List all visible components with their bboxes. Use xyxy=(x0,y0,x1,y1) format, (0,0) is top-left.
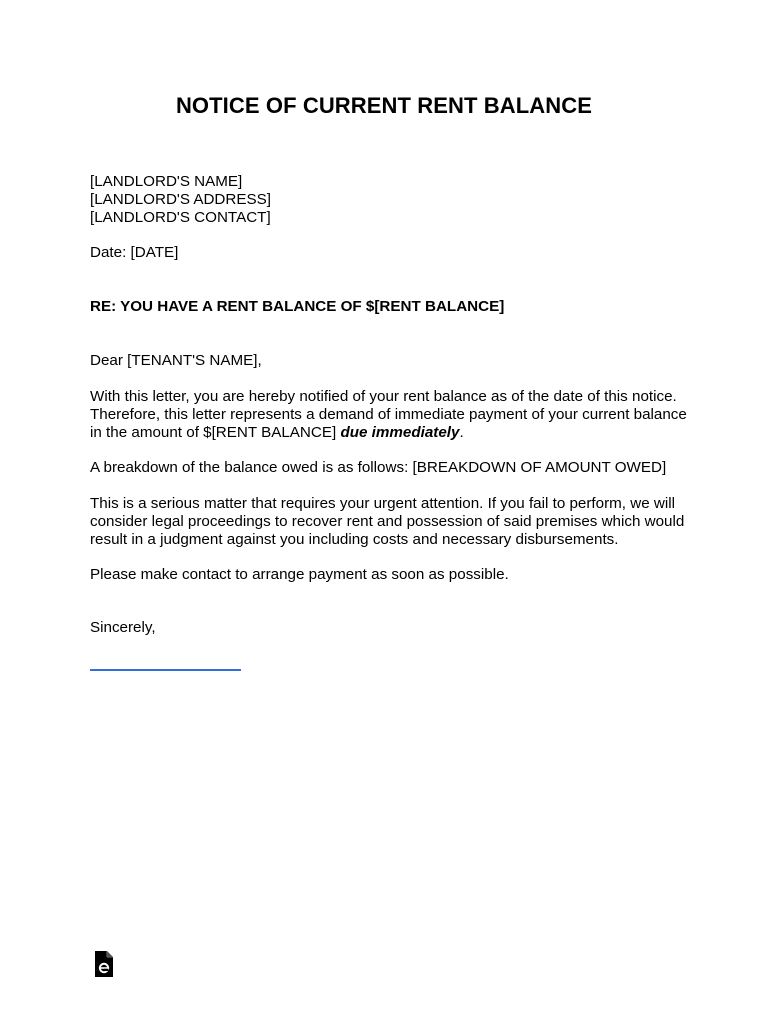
closing: Sincerely, xyxy=(90,619,156,636)
landlord-block xyxy=(90,173,690,227)
landlord-address: [LANDLORD'S ADDRESS] xyxy=(90,191,271,208)
paragraph-notice-text: With this letter, you are hereby notified of your rent balance as of the date of this notice. Therefore, this letter represents a demand of immediate payment of your current balance in the amount of $[RENT BALANCE] xyxy=(90,388,687,441)
date-line: Date: [DATE] xyxy=(90,244,179,261)
paragraph-notice-end: . xyxy=(459,424,464,441)
document-title: NOTICE OF CURRENT RENT BALANCE xyxy=(175,93,593,118)
re-line: RE: YOU HAVE A RENT BALANCE OF $[RENT BALANCE] xyxy=(90,298,505,315)
paragraph-notice xyxy=(90,388,690,442)
landlord-contact: [LANDLORD'S CONTACT] xyxy=(90,209,271,226)
due-immediately-emphasis: due immediately xyxy=(340,424,460,441)
document-e-logo-icon xyxy=(93,950,115,978)
landlord-name: [LANDLORD'S NAME] xyxy=(90,173,243,190)
paragraph-breakdown: A breakdown of the balance owed is as follows: [BREAKDOWN OF AMOUNT OWED] xyxy=(90,459,667,476)
signature-line[interactable] xyxy=(90,669,241,671)
paragraph-contact: Please make contact to arrange payment as soon as possible. xyxy=(90,566,509,583)
salutation: Dear [TENANT'S NAME], xyxy=(90,352,262,369)
paragraph-warning: This is a serious matter that requires your urgent attention. If you fail to perform, we will consider legal proceedings to recover rent and possession of said premises which would result in a judgment against you including costs and necessary disbursements. xyxy=(90,495,685,548)
